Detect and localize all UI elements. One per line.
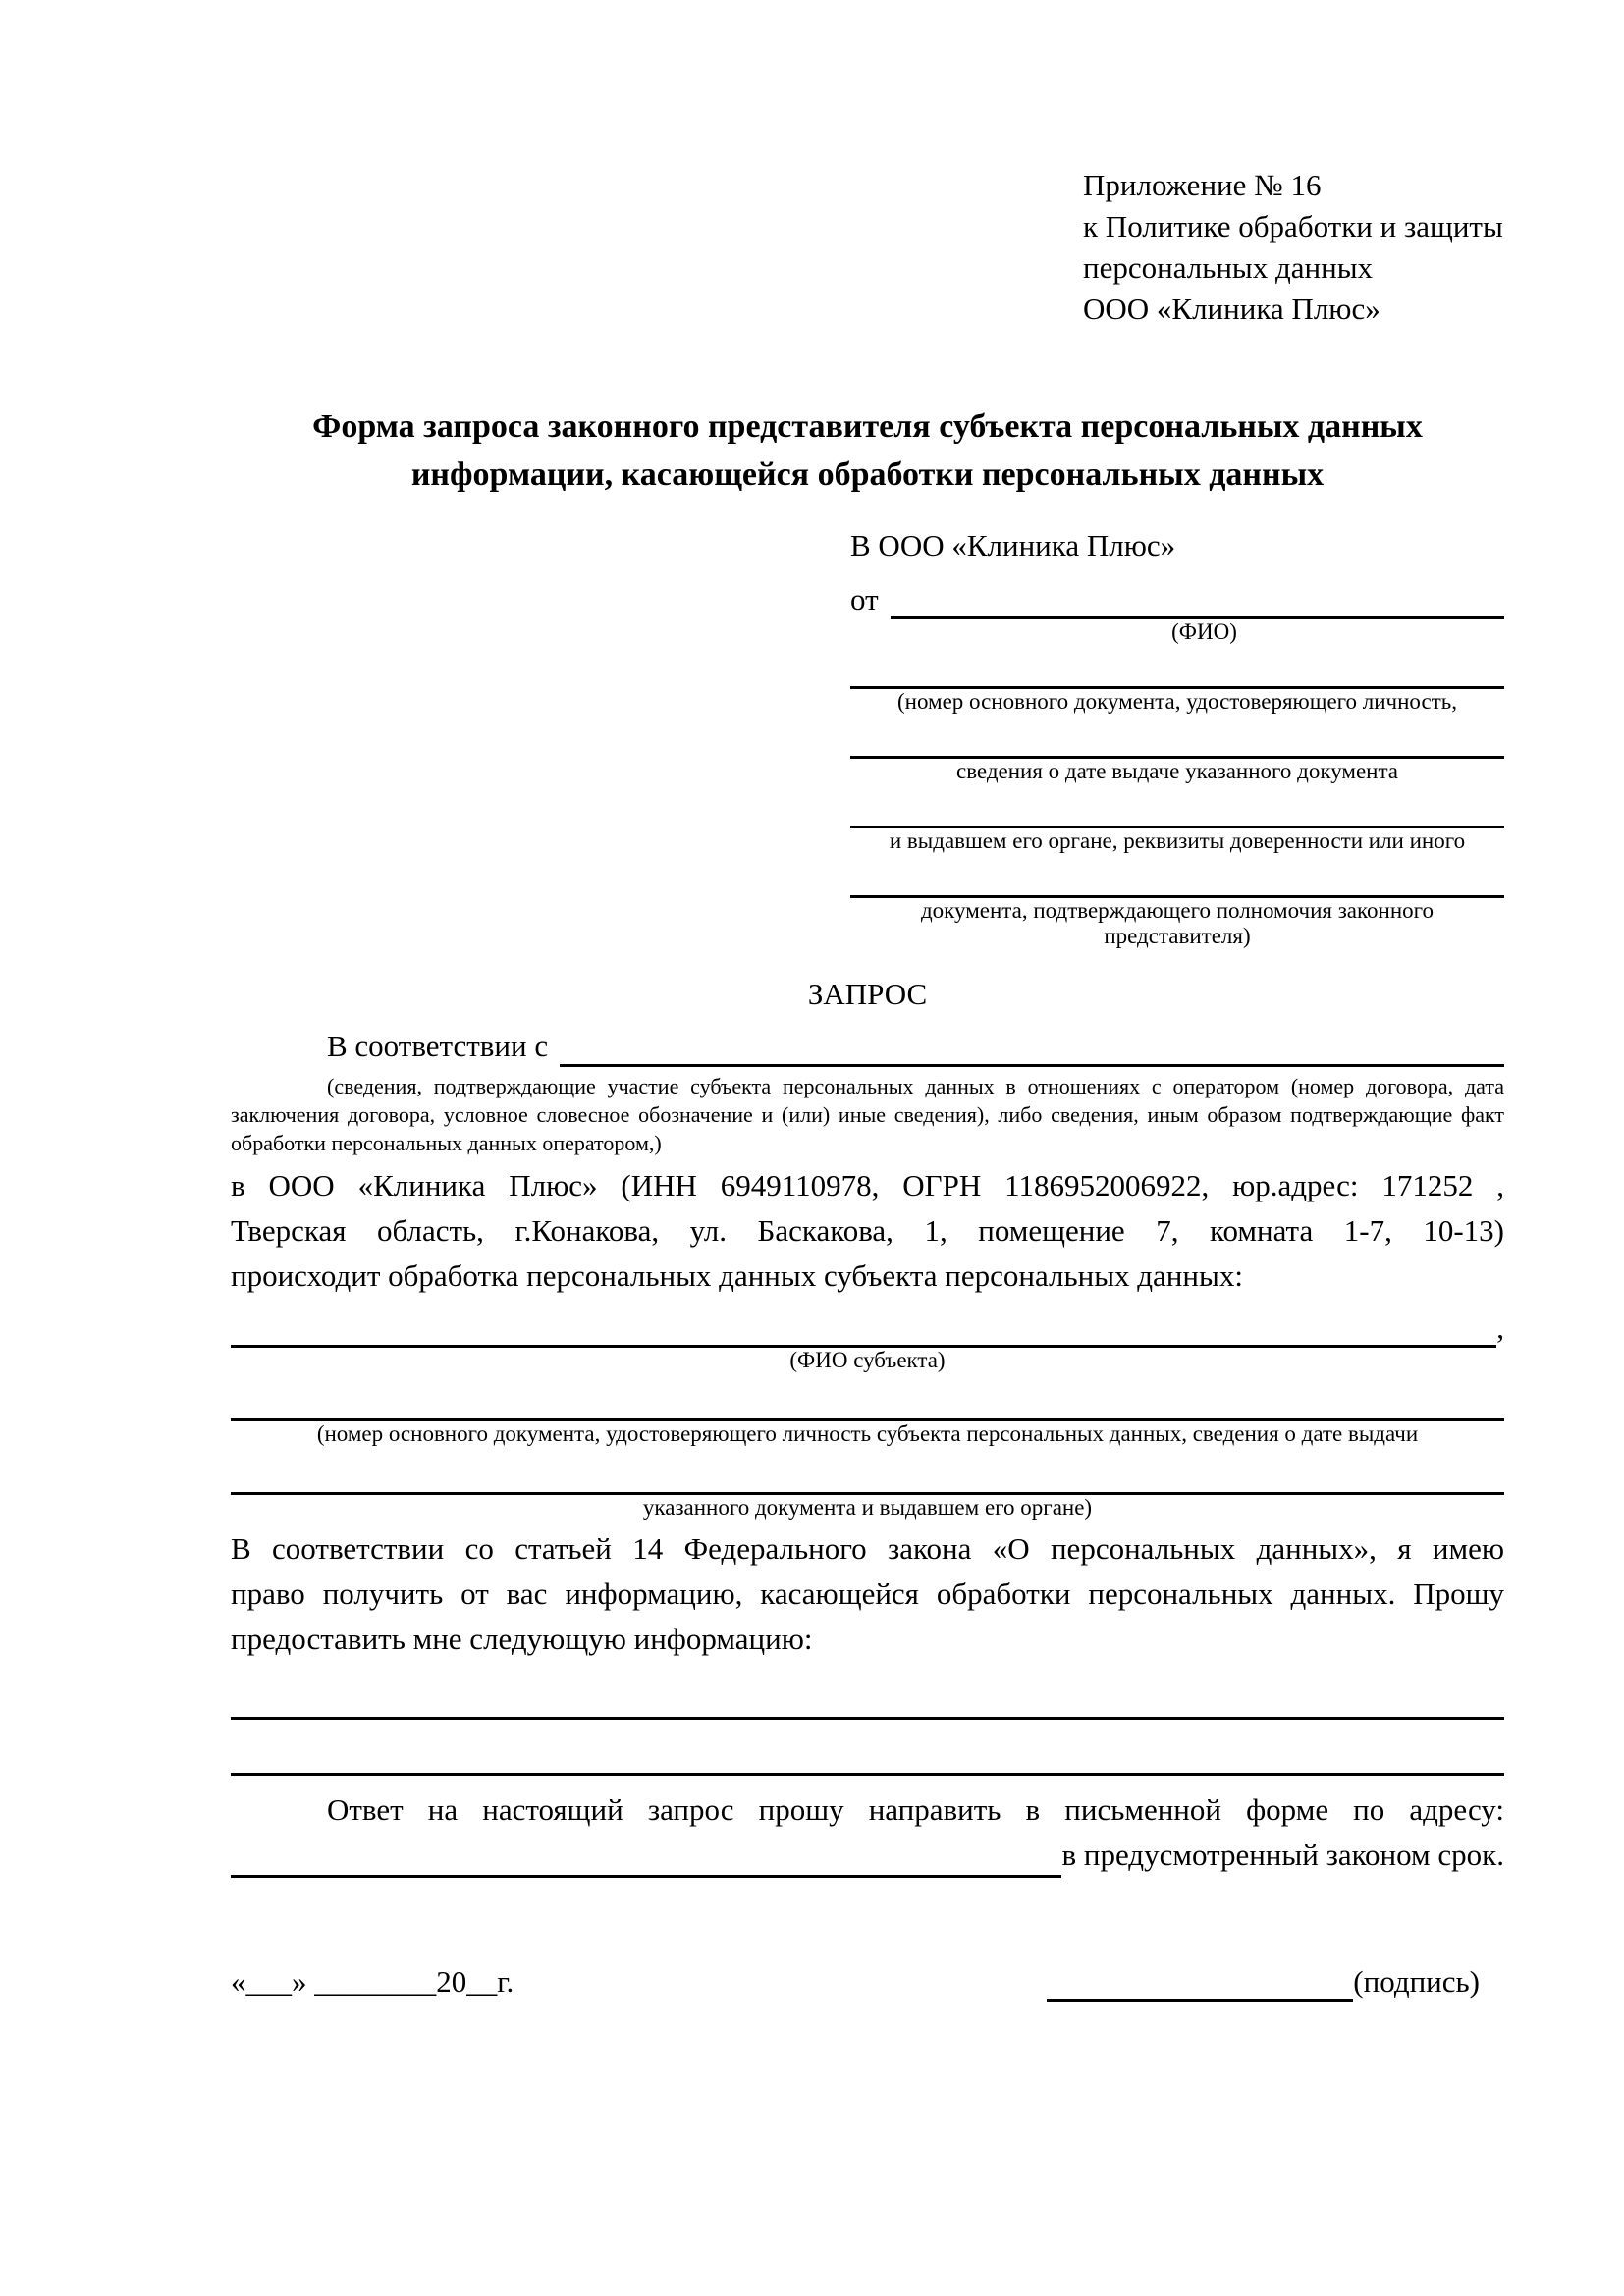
annex-line: ООО «Клиника Плюс» bbox=[1083, 292, 1380, 326]
fine-print-line: заключения договора, условное словесное обозначение и (или) иные сведения), либо сведения, иным образом подтверждающие факт bbox=[231, 1102, 1504, 1127]
fine-print-paragraph bbox=[231, 1072, 1504, 1157]
field-caption: и выдавшем его органе, реквизиты доверенности или иного bbox=[889, 828, 1466, 853]
accordance-field-line bbox=[560, 1026, 1504, 1067]
date-line: «___» ________20__г. bbox=[231, 1964, 514, 1999]
title-line: Форма запроса законного представителя субъекта персональных данных bbox=[312, 408, 1423, 445]
accordance-line bbox=[231, 1026, 1504, 1067]
footer-row bbox=[231, 1962, 1504, 2002]
subject-authority-field-line bbox=[231, 1447, 1504, 1495]
annex-line: персональных данных bbox=[1083, 250, 1374, 285]
signature-group bbox=[1047, 1962, 1480, 2002]
title-line: информации, касающейся обработки персональных данных bbox=[410, 456, 1325, 493]
information-field-line bbox=[231, 1709, 1504, 1720]
subject-document-caption: (номер основного документа, удостоверяющего личность субъекта персональных данных, сведения о дате выдачи bbox=[316, 1421, 1419, 1446]
subject-fio-row bbox=[231, 1308, 1504, 1348]
from-label: от bbox=[850, 582, 879, 616]
information-field-line bbox=[231, 1720, 1504, 1776]
signature-field-line bbox=[1047, 1962, 1353, 2002]
issue-date-field-line bbox=[850, 715, 1504, 759]
request-heading: ЗАПРОС bbox=[807, 977, 928, 1011]
document-title bbox=[231, 402, 1504, 499]
annex-header bbox=[1083, 165, 1504, 330]
annex-line: Приложение № 16 bbox=[1083, 168, 1322, 202]
field-caption: (номер основного документа, удостоверяющего личность, bbox=[896, 689, 1457, 714]
operator-paragraph bbox=[231, 1163, 1504, 1299]
signature-caption: (подпись) bbox=[1353, 1964, 1480, 1999]
operator-line: в ООО «Клиника Плюс» (ИНН 6949110978, ОГРН 1186952006922, юр.адрес: 171252 , bbox=[231, 1168, 1504, 1202]
fio-caption: (ФИО) bbox=[1171, 619, 1237, 644]
subject-authority-caption: указанного документа и выдавшем его органе) bbox=[642, 1495, 1093, 1520]
address-field-line bbox=[231, 1833, 1061, 1878]
response-address-row bbox=[231, 1833, 1504, 1878]
from-line bbox=[850, 580, 1504, 619]
law-line: право получить от вас информацию, касающейся обработки персональных данных. Прошу bbox=[231, 1576, 1504, 1611]
operator-line: Тверская область, г.Конакова, ул. Баскакова, 1, помещение 7, комната 1-7, 10-13) bbox=[231, 1213, 1504, 1248]
addressee-block bbox=[850, 526, 1504, 949]
field-caption: сведения о дате выдаче указанного документа bbox=[955, 759, 1399, 783]
subject-document-field-line bbox=[231, 1373, 1504, 1421]
issuing-authority-field-line bbox=[850, 784, 1504, 828]
document-number-field-line bbox=[850, 645, 1504, 689]
annex-line: к Политике обработки и защиты bbox=[1083, 209, 1503, 243]
field-caption: документа, подтверждающего полномочия законного представителя) bbox=[920, 898, 1434, 948]
addressee-organization: В ООО «Клиника Плюс» bbox=[850, 528, 1176, 562]
subject-fio-caption: (ФИО субъекта) bbox=[789, 1348, 946, 1372]
operator-line: происходит обработка персональных данных субъекта персональных данных: bbox=[231, 1258, 1243, 1293]
authority-document-field-line bbox=[850, 854, 1504, 898]
response-suffix: в предусмотренный законом срок. bbox=[1061, 1838, 1504, 1872]
law-line: предоставить мне следующую информацию: bbox=[231, 1622, 813, 1656]
fine-print-line: (сведения, подтверждающие участие субъекта персональных данных в отношениях с оператором (номер договора, дата bbox=[327, 1074, 1504, 1098]
law-paragraph bbox=[231, 1526, 1504, 1662]
subject-fio-field-line bbox=[231, 1308, 1496, 1348]
accordance-lead: В соответствии с bbox=[327, 1029, 549, 1063]
fio-field-line bbox=[891, 580, 1504, 619]
fine-print-line: обработки персональных данных оператором,) bbox=[231, 1131, 662, 1155]
subject-fio-comma: , bbox=[1496, 1310, 1504, 1345]
law-line: В соответствии со статьей 14 Федерального закона «О персональных данных», я имею bbox=[231, 1531, 1504, 1566]
response-line: Ответ на настоящий запрос прошу направить в письменной форме по адресу: bbox=[327, 1792, 1504, 1827]
